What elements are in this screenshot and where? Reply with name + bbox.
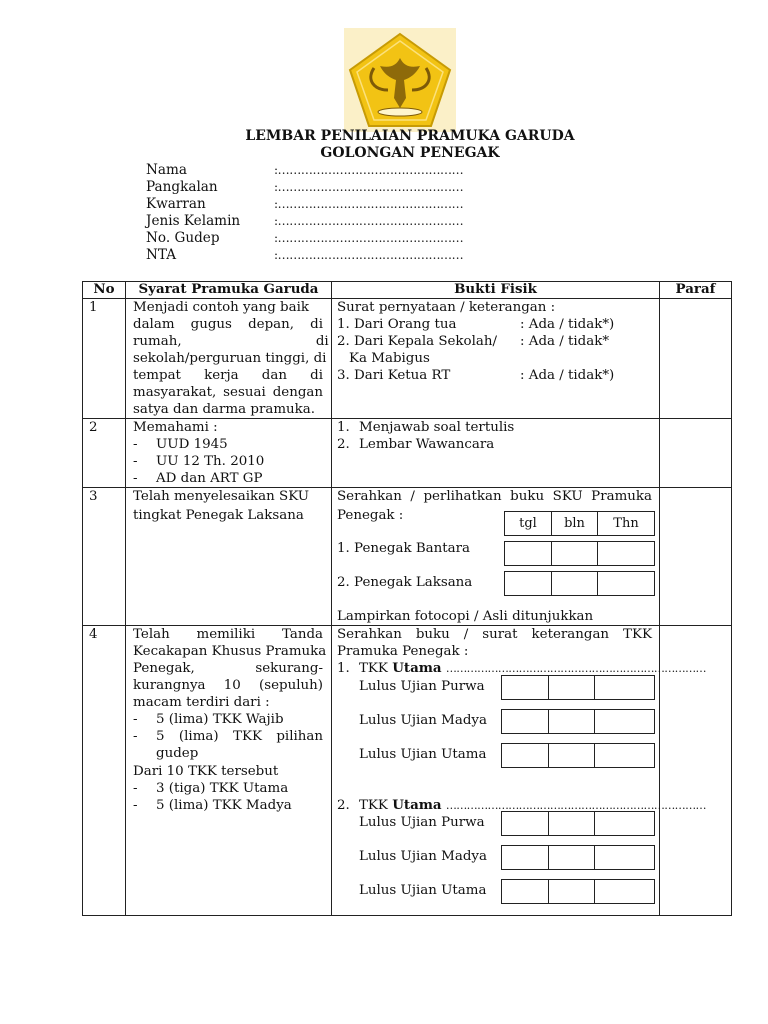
syarat-text: tingkat Penegak Laksana [133,508,304,523]
list-dash: - [133,729,138,744]
field-label: No. Gudep [146,230,220,246]
list-dash: - [133,454,138,469]
syarat-text: macam terdiri dari : [133,695,270,710]
date-entry-box[interactable] [501,743,655,768]
date-entry-box[interactable] [504,541,655,566]
bukti-item-label: 1. Penegak Bantara [337,541,471,556]
field-label: NTA [146,247,177,263]
tkk-prefix: TKK [359,661,388,676]
tkk-level: Utama [392,797,442,813]
date-entry-box[interactable] [501,675,655,700]
list-number: 2. [337,798,350,813]
text-line: Menjadi contoh yang baik [133,300,309,315]
list-item: 5 (lima) TKK pilihan [156,729,323,744]
date-entry-box[interactable] [501,845,655,870]
syarat-text: satya dan darma pramuka. [133,402,316,417]
bukti-text: Penegak : [337,508,404,523]
bukti-item-label: 2. Dari Kepala Sekolah/ [337,334,498,349]
list-item: UUD 1945 [156,437,228,452]
syarat-text: tempat kerja dan di [133,368,323,383]
date-entry-box[interactable] [501,709,655,734]
table-border [82,281,83,916]
fill-line: :………………………………………… [274,214,464,228]
fill-line: ………………………………………………………………… [445,662,706,675]
list-item: 3 (tiga) TKK Utama [156,781,289,796]
list-dash: - [133,781,138,796]
syarat-text: dalam gugus depan, di [133,317,323,332]
row-number: 4 [89,627,98,642]
column-header-no: No [93,281,115,297]
document-subtitle: GOLONGAN PENEGAK [320,145,500,161]
table-border [731,281,732,916]
tkk-prefix: TKK [359,798,388,813]
lulus-label: Lulus Ujian Madya [359,849,487,864]
pramuka-emblem-logo [344,28,456,132]
row-number: 2 [89,420,98,435]
list-item: Lembar Wawancara [359,437,495,452]
table-border [82,915,732,916]
date-entry-box[interactable] [501,879,655,904]
syarat-text: Memahami : [133,420,218,435]
list-item: AD dan ART GP [156,471,263,486]
garuda-emblem-icon [344,28,456,132]
fill-line: :………………………………………… [274,180,464,194]
syarat-text: kurangnya 10 (sepuluh) [133,678,323,693]
lulus-label: Lulus Ujian Utama [359,747,487,762]
list-dash: - [133,798,138,813]
date-entry-box[interactable] [501,811,655,836]
fill-line: :………………………………………… [274,231,464,245]
list-item-cont: gudep [156,746,199,761]
field-label: Kwarran [146,196,206,212]
bukti-footer: Lampirkan fotocopi / Asli ditunjukkan [337,609,594,624]
fill-line: ………………………………………………………………… [445,799,706,812]
bukti-item-status: : Ada / tidak*) [520,317,615,332]
syarat-text: rumah, di [133,334,329,349]
col-tgl: tgl [519,516,537,531]
syarat-text: Kecakapan Khusus Pramuka [133,644,327,659]
bukti-text: Serahkan buku / surat keterangan TKK [337,627,652,642]
date-header-box [504,511,655,536]
bukti-item-label: 1. Dari Orang tua [337,317,457,332]
syarat-text: Telah memiliki Tanda [133,627,323,642]
column-header-bukti: Bukti Fisik [454,281,537,297]
fill-line: :………………………………………… [274,163,464,177]
syarat-text: Dari 10 TKK tersebut [133,764,279,779]
syarat-text: Penegak, sekurang- [133,661,323,676]
lulus-label: Lulus Ujian Purwa [359,815,485,830]
table-border [125,281,126,916]
fill-line: :………………………………………… [274,248,464,262]
tkk-level: Utama [392,660,442,676]
col-bln: bln [564,516,585,531]
bukti-item-label: 2. Penegak Laksana [337,575,473,590]
lulus-label: Lulus Ujian Madya [359,713,487,728]
field-label: Pangkalan [146,179,218,195]
list-item: Menjawab soal tertulis [359,420,515,435]
syarat-text: sekolah/perguruan tinggi, di [133,351,327,366]
bukti-item-status: : Ada / tidak*) [520,368,615,383]
field-label: Jenis Kelamin [146,213,241,229]
bukti-text: Pramuka Penegak : [337,644,469,659]
date-entry-box[interactable] [504,571,655,596]
list-number: 2. [337,437,350,452]
field-label: Nama [146,162,187,178]
list-item: UU 12 Th. 2010 [156,454,265,469]
column-header-syarat: Syarat Pramuka Garuda [138,281,319,297]
list-dash: - [133,712,138,727]
column-header-paraf: Paraf [675,281,716,297]
list-dash: - [133,471,138,486]
row-number: 3 [89,489,98,504]
lulus-label: Lulus Ujian Utama [359,883,487,898]
list-number: 1. [337,420,350,435]
bukti-intro: Surat pernyataan / keterangan : [337,300,556,315]
row-number: 1 [89,300,98,315]
syarat-text: masyarakat, sesuai dengan [133,385,323,400]
syarat-text: Telah menyelesaikan SKU [133,489,310,504]
bukti-item-status: : Ada / tidak* [520,334,610,349]
list-number: 1. [337,661,350,676]
document-title: LEMBAR PENILAIAN PRAMUKA GARUDA [245,128,575,144]
syarat-text [133,299,323,316]
table-border [331,281,332,916]
bukti-item-label: Ka Mabigus [349,351,430,366]
fill-line: :………………………………………… [274,197,464,211]
col-thn: Thn [613,516,639,531]
bukti-text: Serahkan / perlihatkan buku SKU Pramuka [337,489,652,504]
list-item: 5 (lima) TKK Madya [156,798,292,813]
lulus-label: Lulus Ujian Purwa [359,679,485,694]
bukti-item-label: 3. Dari Ketua RT [337,368,451,383]
table-border [659,281,660,916]
list-item: 5 (lima) TKK Wajib [156,712,284,727]
list-dash: - [133,437,138,452]
